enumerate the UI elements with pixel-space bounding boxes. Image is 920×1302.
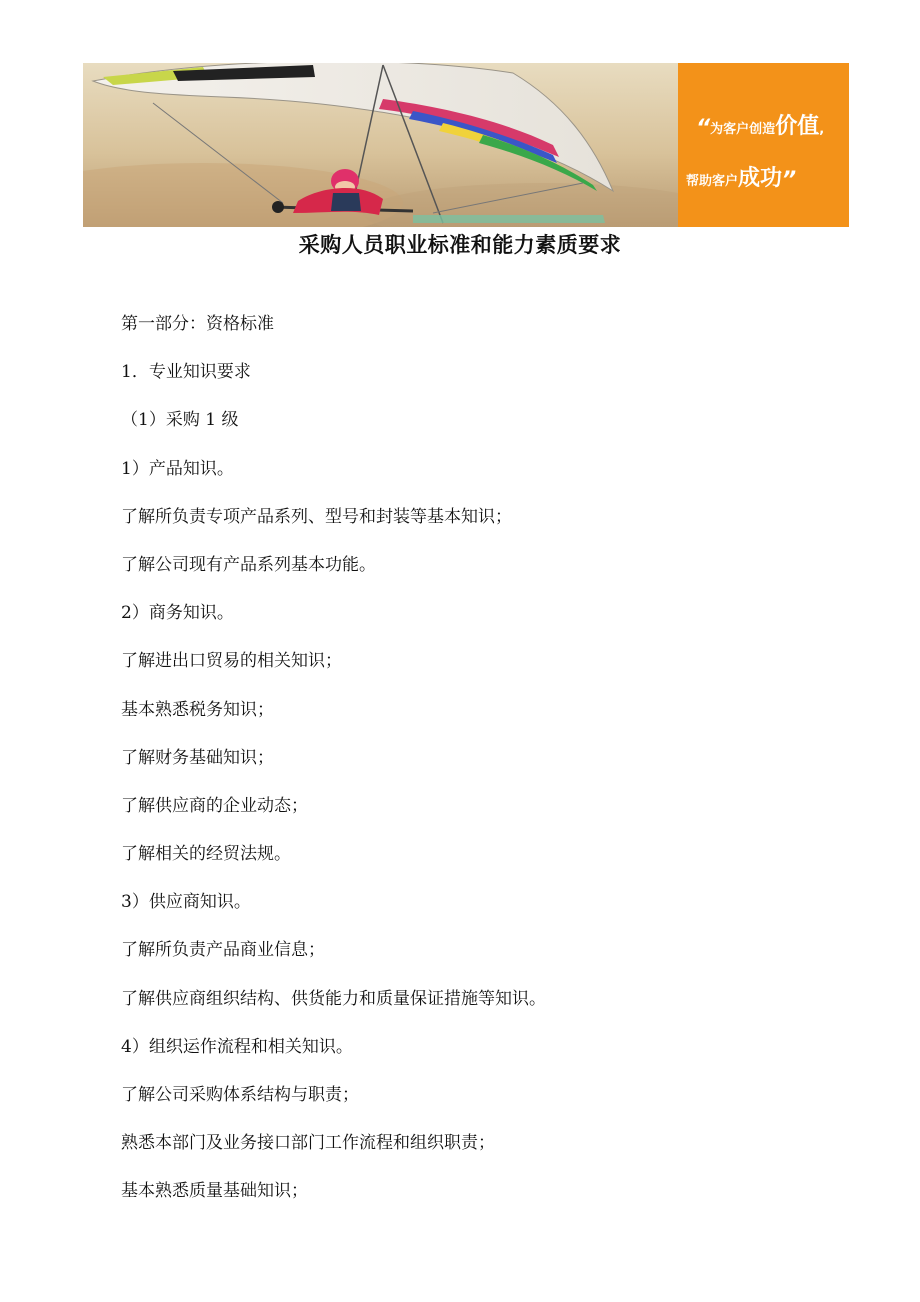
- slogan-line-1: “为客户创造价值,: [696, 114, 825, 141]
- body-paragraph: 了解所负责专项产品系列、型号和封装等基本知识；: [121, 506, 512, 527]
- section-heading: 第一部分：资格标准: [121, 314, 274, 334]
- item-heading: 2）商务知识。: [121, 603, 234, 624]
- body-paragraph: 了解相关的经贸法规。: [121, 844, 291, 865]
- body-paragraph: 了解所负责产品商业信息；: [121, 940, 325, 961]
- body-paragraph: 了解供应商组织结构、供货能力和质量保证措施等知识。: [121, 988, 546, 1009]
- document-title: 采购人员职业标准和能力素质要求: [298, 233, 622, 257]
- document-body: [121, 312, 841, 1228]
- item-heading: 4）组织运作流程和相关知识。: [121, 1036, 353, 1057]
- item-heading: 3）供应商知识。: [121, 892, 251, 913]
- body-paragraph: 基本熟悉质量基础知识；: [121, 1181, 308, 1202]
- subsection-heading: 1．专业知识要求: [121, 362, 251, 383]
- slogan-line-2: 帮助客户成功”: [686, 166, 797, 193]
- item-heading: 1）产品知识。: [121, 458, 234, 479]
- body-paragraph: 熟悉本部门及业务接口部门工作流程和组织职责；: [121, 1133, 495, 1154]
- body-paragraph: 了解供应商的企业动态；: [121, 795, 308, 816]
- body-paragraph: 了解财务基础知识；: [121, 747, 274, 768]
- hang-glider-photo: [83, 63, 678, 227]
- slogan-panel: [678, 63, 849, 227]
- body-paragraph: 了解公司采购体系结构与职责；: [121, 1085, 359, 1105]
- body-paragraph: 基本熟悉税务知识；: [121, 699, 274, 720]
- body-paragraph: 了解公司现有产品系列基本功能。: [121, 554, 376, 575]
- header-banner: [83, 63, 849, 227]
- level-heading: （1）采购 1 级: [121, 410, 239, 431]
- body-paragraph: 了解进出口贸易的相关知识；: [121, 651, 342, 672]
